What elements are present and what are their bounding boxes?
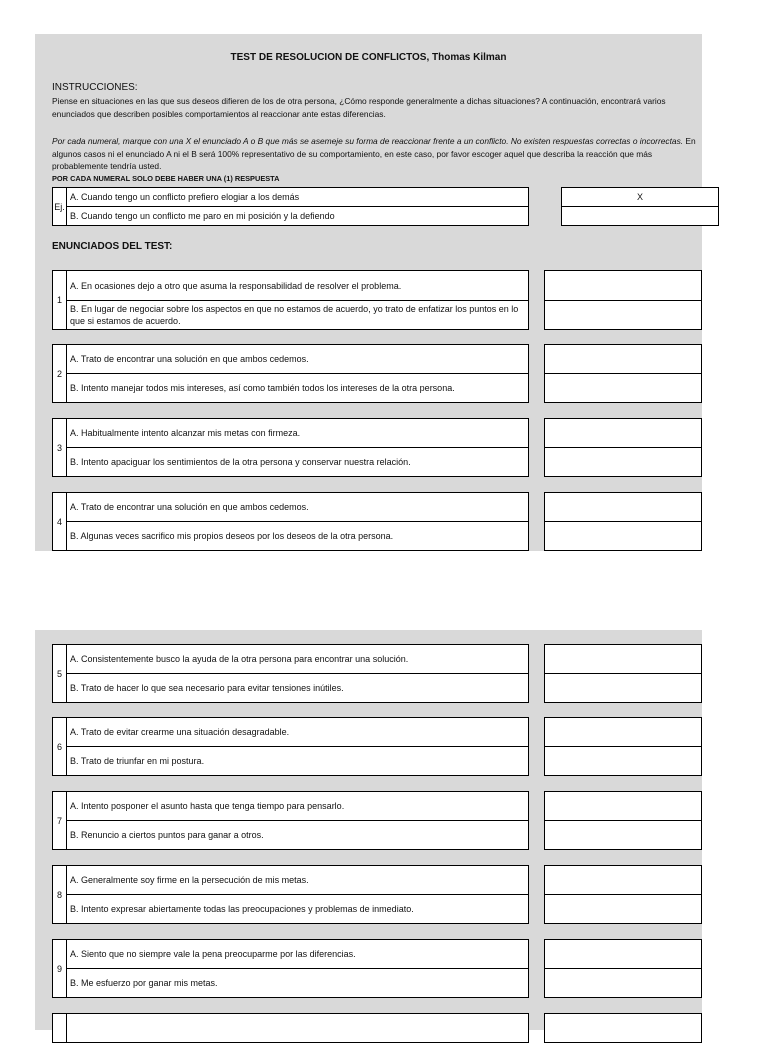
- test-item-partial: [52, 1013, 702, 1043]
- option-a: A. Trato de encontrar una solución en que ambos cedemos.: [66, 492, 529, 522]
- option-b: B. Trato de triunfar en mi postura.: [66, 746, 529, 776]
- instructions-heading: INSTRUCCIONES:: [52, 82, 138, 93]
- answer-b-cell[interactable]: [544, 300, 702, 330]
- instructions-italic: Por cada numeral, marque con una X el enunciado A o B que más se asemeje su forma de reaccionar frente a un conflicto. No existen respuestas correctas o incorrectas.: [52, 136, 684, 146]
- item-number: 9: [52, 939, 67, 998]
- option-b: B. Algunas veces sacrifico mis propios deseos por los deseos de la otra persona.: [66, 521, 529, 551]
- option-a: [66, 1013, 529, 1043]
- answer-b-cell[interactable]: [544, 746, 702, 776]
- answer-b-cell[interactable]: [544, 373, 702, 403]
- instructions-rule: POR CADA NUMERAL SOLO DEBE HABER UNA (1) RESPUESTA: [52, 174, 280, 183]
- answer-b-cell[interactable]: [544, 820, 702, 850]
- answer-a-cell[interactable]: [544, 344, 702, 374]
- option-a: A. Siento que no siempre vale la pena preocuparme por las diferencias.: [66, 939, 529, 969]
- example-answer-a[interactable]: X: [561, 187, 719, 207]
- option-a: A. Generalmente soy firme en la persecución de mis metas.: [66, 865, 529, 895]
- example-option-b: B. Cuando tengo un conflicto me paro en mi posición y la defiendo: [66, 206, 529, 226]
- item-number: 3: [52, 418, 67, 477]
- item-number: 8: [52, 865, 67, 924]
- answer-b-cell[interactable]: [544, 673, 702, 703]
- option-a: A. Trato de encontrar una solución en que ambos cedemos.: [66, 344, 529, 374]
- answer-a-cell[interactable]: [544, 865, 702, 895]
- item-number: 5: [52, 644, 67, 703]
- option-a: A. Intento posponer el asunto hasta que tenga tiempo para pensarlo.: [66, 791, 529, 821]
- option-a: A. Trato de evitar crearme una situación desagradable.: [66, 717, 529, 747]
- answer-a-cell[interactable]: [544, 644, 702, 674]
- test-item: [52, 492, 702, 551]
- example-item: [52, 187, 719, 226]
- answer-b-cell[interactable]: [544, 447, 702, 477]
- option-b: B. Intento expresar abiertamente todas las preocupaciones y problemas de inmediato.: [66, 894, 529, 924]
- option-a: A. Habitualmente intento alcanzar mis metas con firmeza.: [66, 418, 529, 448]
- answer-b-cell[interactable]: [544, 894, 702, 924]
- answer-a-cell[interactable]: [544, 1013, 702, 1043]
- item-number: [52, 1013, 67, 1043]
- item-number: 1: [52, 270, 67, 330]
- option-a: A. En ocasiones dejo a otro que asuma la responsabilidad de resolver el problema.: [66, 270, 529, 301]
- test-item: [52, 939, 702, 998]
- item-number: 7: [52, 791, 67, 850]
- option-b: B. Intento apaciguar los sentimientos de la otra persona y conservar nuestra relación.: [66, 447, 529, 477]
- instructions-paragraph-2: [52, 135, 700, 173]
- answer-a-cell[interactable]: [544, 418, 702, 448]
- test-item: [52, 644, 702, 703]
- answer-b-cell[interactable]: [544, 521, 702, 551]
- option-b: B. Me esfuerzo por ganar mis metas.: [66, 968, 529, 998]
- option-a: A. Consistentemente busco la ayuda de la otra persona para encontrar una solución.: [66, 644, 529, 674]
- instructions-paragraph-1: Piense en situaciones en las que sus deseos difieren de los de otra persona, ¿Cómo responde generalmente a dichas situaciones? A continuación, encontrará varios enunciados que describen posibles comportamientos al reaccionar ante estas diferencias.: [52, 96, 666, 119]
- answer-a-cell[interactable]: [544, 717, 702, 747]
- answer-a-cell[interactable]: [544, 939, 702, 969]
- section-heading: ENUNCIADOS DEL TEST:: [52, 241, 173, 252]
- test-item: [52, 791, 702, 850]
- example-option-a: A. Cuando tengo un conflicto prefiero elogiar a los demás: [66, 187, 529, 207]
- option-b: B. Renuncio a ciertos puntos para ganar a otros.: [66, 820, 529, 850]
- page-title: TEST DE RESOLUCION DE CONFLICTOS, Thomas Kilman: [230, 52, 507, 63]
- example-label: Ej.: [52, 187, 67, 226]
- option-b: B. En lugar de negociar sobre los aspectos en que no estamos de acuerdo, yo trato de enfatizar los puntos en lo que si estamos de acuerdo.: [66, 300, 529, 330]
- option-b: B. Intento manejar todos mis intereses, así como también todos los intereses de la otra persona.: [66, 373, 529, 403]
- test-item: [52, 270, 702, 330]
- answer-a-cell[interactable]: [544, 791, 702, 821]
- instructions-normal: En algunos casos ni el enunciado A ni el B será 100% representativo de su comportamiento, en este caso, por favor escoger aquel que describa la reacción que más probablemente tendría usted.: [52, 136, 696, 171]
- test-item: [52, 344, 702, 403]
- option-b: B. Trato de hacer lo que sea necesario para evitar tensiones inútiles.: [66, 673, 529, 703]
- test-item: [52, 717, 702, 776]
- answer-b-cell[interactable]: [544, 968, 702, 998]
- example-answer-b[interactable]: [561, 206, 719, 226]
- test-item: [52, 865, 702, 924]
- item-number: 4: [52, 492, 67, 551]
- answer-a-cell[interactable]: [544, 270, 702, 301]
- item-number: 6: [52, 717, 67, 776]
- item-number: 2: [52, 344, 67, 403]
- test-item: [52, 418, 702, 477]
- answer-a-cell[interactable]: [544, 492, 702, 522]
